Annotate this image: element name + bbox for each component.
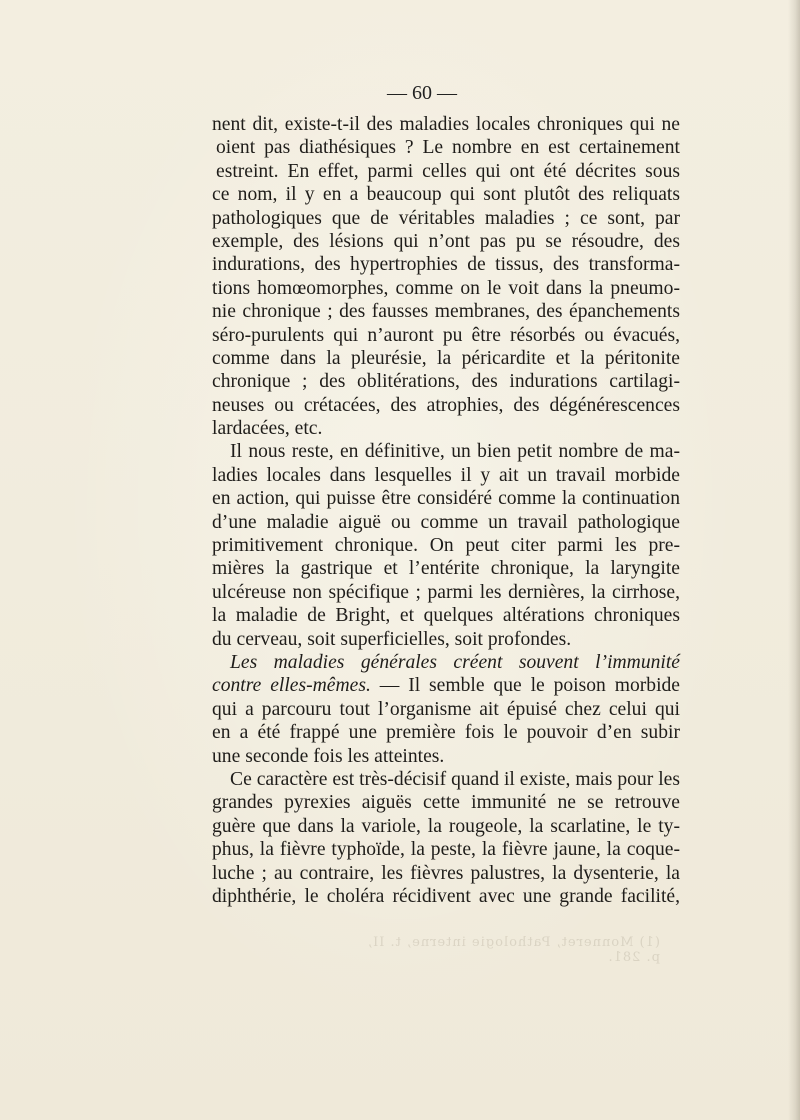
italic-heading-line xyxy=(212,651,680,674)
text-line: séro-purulents qui n’auront pu être résorbés ou évacués, xyxy=(212,324,680,346)
text-line: neuses ou crétacées, des atrophies, des dégénérescences xyxy=(212,394,680,416)
text-line: comme dans la pleurésie, la péricardite et la péritonite xyxy=(212,347,680,369)
italic-heading-text: contre elles-mêmes. xyxy=(212,675,371,697)
text-line xyxy=(212,674,680,697)
text-line: ce nom, il y en a beaucoup qui sont plutôt des reliquats xyxy=(212,184,680,206)
text-line: exemple, des lésions qui n’ont pas pu se résoudre, des xyxy=(212,230,680,252)
text-line: primitivement chronique. On peut citer parmi les pre- xyxy=(212,535,680,557)
text-line: tions homœomorphes, comme on le voit dans la pneumo- xyxy=(212,277,680,299)
text-line: oient pas diathésiques ? Le nombre en est certainement xyxy=(216,137,680,159)
text-line: nent dit, existe-t-il des maladies locales chroniques qui ne xyxy=(212,114,680,135)
text-line: en a été frappé une première fois le pouvoir d’en subir xyxy=(212,722,680,744)
page-edge-shadow xyxy=(788,0,800,1120)
bleed-through-text: (1) Monneret, Pathologie interne, t. II, p. 281. xyxy=(366,935,660,965)
text-fragment: — Il semble que le poison morbide xyxy=(370,675,681,697)
text-line: diphthérie, le choléra récidivent avec une grande facilité, xyxy=(212,885,680,907)
page-number: — 60 — xyxy=(387,82,457,104)
text-line: chronique ; des oblitérations, des indurations cartilagi- xyxy=(212,371,680,393)
text-line: pathologiques que de véritables maladies ; ce sont, par xyxy=(212,207,680,229)
text-line: d’une maladie aiguë ou comme un travail pathologique xyxy=(212,511,680,533)
text-line: lardacées, etc. xyxy=(212,418,323,440)
text-line: une seconde fois les atteintes. xyxy=(212,745,445,767)
text-line: ladies locales dans lesquelles il y ait un travail morbide xyxy=(212,464,680,486)
text-line: guère que dans la variole, la rougeole, la scarlatine, le ty- xyxy=(212,815,680,837)
text-line: nie chronique ; des fausses membranes, des épanchements xyxy=(212,301,680,323)
paragraph-first-line: Ce caractère est très-décisif quand il existe, mais pour les xyxy=(230,768,680,790)
paragraph-first-line: Il nous reste, en définitive, un bien petit nombre de ma- xyxy=(230,441,680,463)
text-line: mières la gastrique et l’entérite chronique, la laryngite xyxy=(212,558,680,580)
text-line: ulcéreuse non spécifique ; parmi les dernières, la cirrhose, xyxy=(212,581,680,603)
text-line: estreint. En effet, parmi celles qui ont été décrites sous xyxy=(216,160,680,182)
text-line: phus, la fièvre typhoïde, la peste, la fièvre jaune, la coque- xyxy=(212,839,680,861)
text-line: grandes pyrexies aiguës cette immunité ne se retrouve xyxy=(212,792,680,814)
text-line: qui a parcouru tout l’organisme ait épuisé chez celui qui xyxy=(212,698,680,720)
text-line: indurations, des hypertrophies de tissus, des transforma- xyxy=(212,254,680,276)
text-line: en action, qui puisse être considéré comme la continuation xyxy=(212,488,680,510)
text-line: la maladie de Bright, et quelques altérations chroniques xyxy=(212,605,680,627)
body-text xyxy=(212,113,680,908)
italic-heading-text: Les maladies générales créent souvent l’immunité xyxy=(230,651,680,673)
text-line: du cerveau, soit superficielles, soit profondes. xyxy=(212,628,572,650)
text-line: luche ; au contraire, les fièvres palustres, la dysenterie, la xyxy=(212,862,680,884)
